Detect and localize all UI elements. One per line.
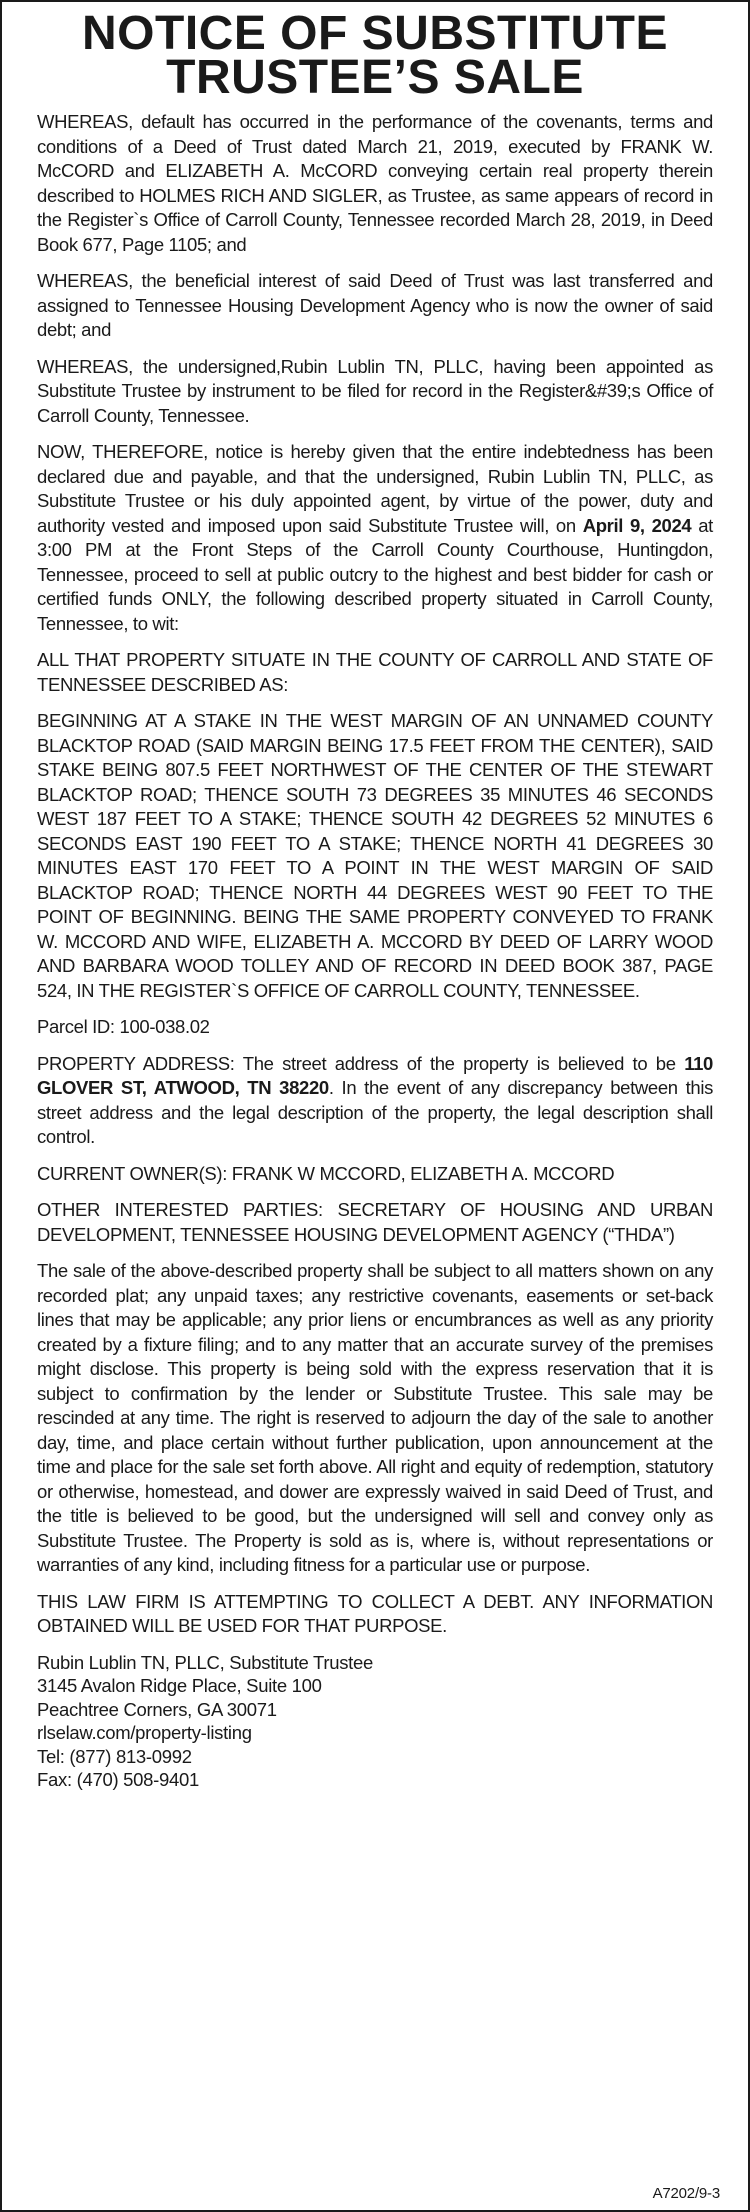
trustee-name: Rubin Lublin TN, PLLC, Substitute Trustee: [37, 1651, 373, 1673]
parcel-id: Parcel ID: 100-038.02: [37, 1016, 210, 1037]
whereas-substitute-trustee-paragraph: WHEREAS, the undersigned,Rubin Lublin TN, PLLC, having been appointed as Substitute Trustee by instrument to be filed for record in the Register&#39;s Office of Carroll County, Tennessee.: [37, 355, 713, 426]
trustee-city-state-zip: Peachtree Corners, GA 30071: [37, 1698, 277, 1720]
other-interested-parties: OTHER INTERESTED PARTIES: SECRETARY OF HOUSING AND URBAN DEVELOPMENT, TENNESSEE HOUSING DEVELOPMENT AGENCY (“THDA”): [37, 1199, 713, 1245]
whereas-default-paragraph: WHEREAS, default has occurred in the performance of the covenants, terms and conditions of a Deed of Trust dated March 21, 2019, executed by FRANK W. McCORD and ELIZABETH A. McCORD conveying certain real property therein described to HOLMES RICH AND SIGLER, as Trustee, as same appears of record in the Register`s Office of Carroll County, Tennessee recorded March 28, 2019, in Deed Book 677, Page 1105; and: [37, 111, 713, 255]
debt-collection-disclaimer: THIS LAW FIRM IS ATTEMPTING TO COLLECT A DEBT. ANY INFORMATION OBTAINED WILL BE USED FOR THAT PURPOSE.: [37, 1590, 713, 1636]
property-address-paragraph: [37, 1052, 713, 1150]
sale-terms-paragraph: The sale of the above-described property shall be subject to all matters shown on any recorded plat; any unpaid taxes; any restrictive covenants, easements or set-back lines that may be applicable; any prior liens or encumbrances as well as any priority created by a fixture filing; and to any matter that an accurate survey of the premises might disclose. This property is being sold with the express reservation that it is subject to confirmation by the lender or Substitute Trustee. This sale may be rescinded at any time. The right is reserved to adjourn the day of the sale to another day, time, and place certain without further publication, upon announcement at the time and place for the sale set forth above. All right and equity of redemption, statutory or otherwise, homestead, and dower are expressly waived in said Deed of Trust, and the title is believed to be good, but the undersigned will sell and convey only as Substitute Trustee. The Property is sold as is, where is, without representations or warranties of any kind, including fitness for a particular use or purpose.: [37, 1260, 713, 1575]
legal-description-paragraph: BEGINNING AT A STAKE IN THE WEST MARGIN OF AN UNNAMED COUNTY BLACKTOP ROAD (SAID MARGIN BEING 17.5 FEET FROM THE CENTER), SAID STAKE BEING 807.5 FEET NORTHWEST OF THE CENTER OF THE STEWART BLACKTOP ROAD; THENCE SOUTH 73 DEGREES 35 MINUTES 46 SECONDS WEST 187 FEET TO A STAKE; THENCE SOUTH 42 DEGREES 52 MINUTES 6 SECONDS EAST 190 FEET TO A STAKE; THENCE NORTH 41 DEGREES 30 MINUTES EAST 170 FEET TO A POINT IN THE WEST MARGIN OF SAID BLACKTOP ROAD; THENCE NORTH 44 DEGREES WEST 90 FEET TO THE POINT OF BEGINNING. BEING THE SAME PROPERTY CONVEYED TO FRANK W. MCCORD AND WIFE, ELIZABETH A. MCCORD BY DEED OF LARRY WOOD AND BARBARA WOOD TOLLEY AND OF RECORD IN DEED BOOK 387, PAGE 524, IN THE REGISTER`S OFFICE OF CARROLL COUNTY, TENNESSEE.: [37, 710, 713, 1001]
sale-date: April 9, 2024: [582, 514, 692, 536]
property-address: 110 GLOVER ST, ATWOOD, TN 38220: [37, 1052, 713, 1098]
notice-title: [37, 7, 713, 104]
now-therefore-text-end: at 3:00 PM at the Front Steps of the Carroll County Courthouse, Huntingdon, Tennessee, proceed to sell at public outcry to the highest and best bidder for cash or certified funds ONLY, the following described property situated in Carroll County, Tennessee, to wit:: [37, 514, 713, 634]
notice-title-line-1: NOTICE OF SUBSTITUTE: [82, 7, 668, 60]
now-therefore-text-start: NOW, THEREFORE, notice is hereby given that the entire indebtedness has been declared due and payable, and that the undersigned, Rubin Lublin TN, PLLC, as Substitute Trustee or his duly appointed agent, by virtue of the power, duty and authority vested and imposed upon said Substitute Trustee will, on: [37, 441, 713, 536]
trustee-street-address: 3145 Avalon Ridge Place, Suite 100: [37, 1675, 322, 1696]
trustee-fax: Fax: (470) 508-9401: [37, 1769, 199, 1790]
property-address-text-end: . In the event of any discrepancy between this street address and the legal description of the property, the legal description shall control.: [37, 1077, 713, 1147]
whereas-beneficial-interest-paragraph: WHEREAS, the beneficial interest of said Deed of Trust was last transferred and assigned to Tennessee Housing Development Agency who is now the owner of said debt; and: [37, 270, 713, 340]
now-therefore-paragraph: [37, 440, 713, 636]
trustee-website: rlselaw.com/property-listing: [37, 1722, 252, 1743]
trustee-signature-block: [37, 1651, 713, 1792]
current-owners: CURRENT OWNER(S): FRANK W MCCORD, ELIZABETH A. MCCORD: [37, 1162, 615, 1184]
trustee-phone: Tel: (877) 813-0992: [37, 1745, 192, 1767]
ad-code: A7202/9-3: [652, 2185, 720, 2202]
property-situate-paragraph: ALL THAT PROPERTY SITUATE IN THE COUNTY OF CARROLL AND STATE OF TENNESSEE DESCRIBED AS:: [37, 649, 713, 695]
notice-title-line-2: TRUSTEE’S SALE: [166, 51, 584, 104]
property-address-text-start: PROPERTY ADDRESS: The street address of the property is believed to be: [37, 1052, 685, 1074]
